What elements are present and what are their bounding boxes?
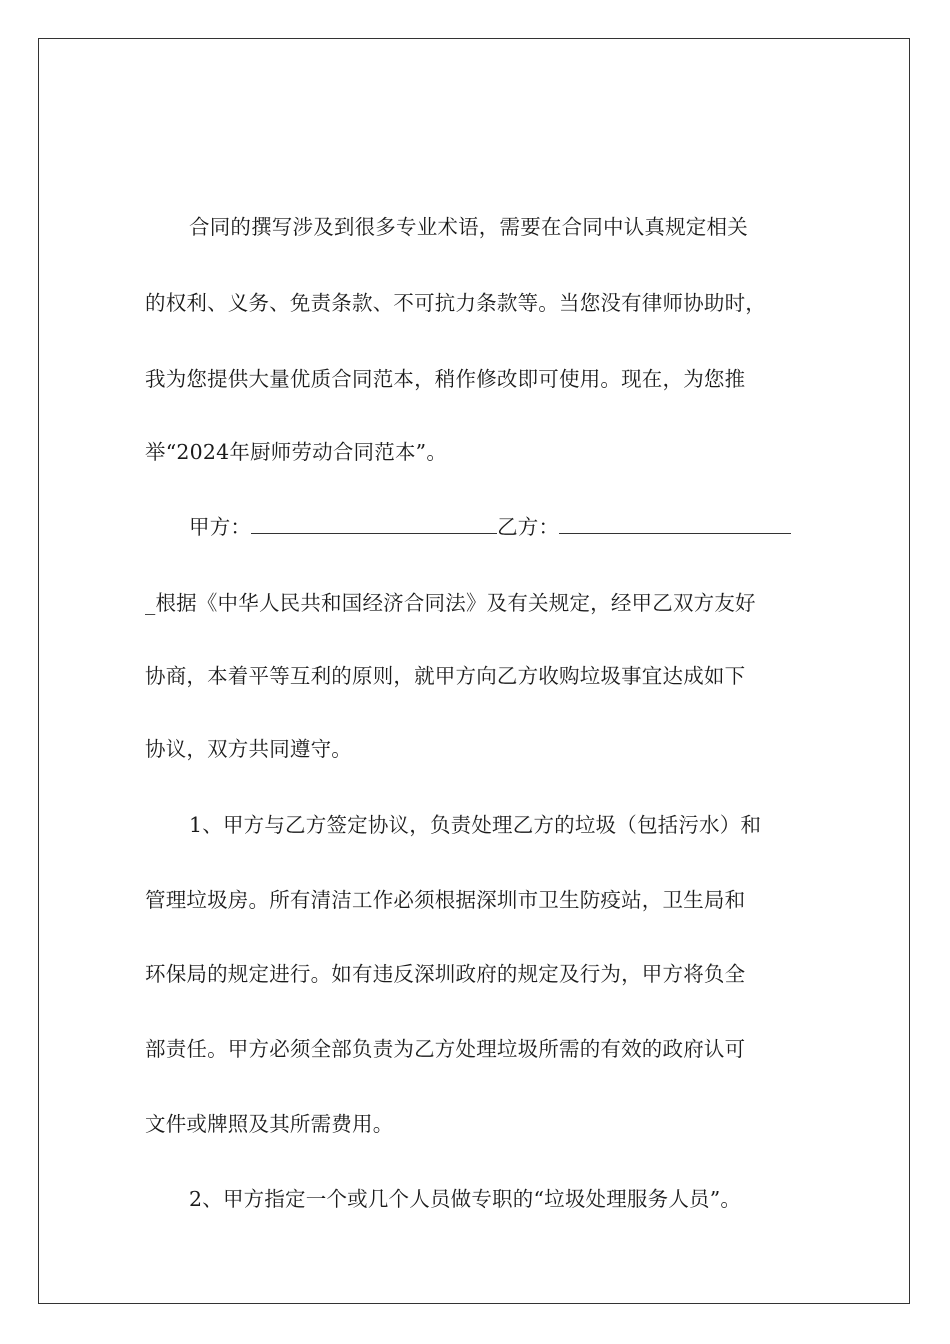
paragraph-line: 举“2024年厨师劳动合同范本”。 <box>145 440 448 464</box>
paragraph-line: 我为您提供大量优质合同范本，稍作修改即可使用。现在，为您推 <box>145 367 746 391</box>
paragraph-line: 协商，本着平等互利的原则，就甲方向乙方收购垃圾事宜达成如下 <box>145 664 746 688</box>
party-a-label: 甲方： <box>189 515 252 539</box>
paragraph-line: 部责任。甲方必须全部负责为乙方处理垃圾所需的有效的政府认可 <box>145 1037 746 1061</box>
party-b-label: 乙方： <box>497 515 560 539</box>
paragraph-line: 文件或牌照及其所需费用。 <box>145 1112 394 1136</box>
party-a-blank <box>251 513 497 534</box>
paragraph-line: 环保局的规定进行。如有违反深圳政府的规定及行为，甲方将负全 <box>145 962 746 986</box>
paragraph-line: 的权利、义务、免责条款、不可抗力条款等。当您没有律师协助时， <box>145 291 766 315</box>
paragraph-line: 管理垃圾房。所有清洁工作必须根据深圳市卫生防疫站，卫生局和 <box>145 888 746 912</box>
paragraph-line: _根据《中华人民共和国经济合同法》及有关规定，经甲乙双方友好 <box>145 591 756 615</box>
paragraph-line: 协议，双方共同遵守。 <box>145 737 352 761</box>
paragraph-line: 合同的撰写涉及到很多专业术语，需要在合同中认真规定相关 <box>189 215 748 239</box>
paragraph-line: 2、甲方指定一个或几个人员做专职的“垃圾处理服务人员”。 <box>189 1187 742 1211</box>
party-line <box>189 513 807 541</box>
paragraph-line: 1、甲方与乙方签定协议，负责处理乙方的垃圾（包括污水）和 <box>189 813 762 837</box>
party-b-blank <box>559 513 791 534</box>
